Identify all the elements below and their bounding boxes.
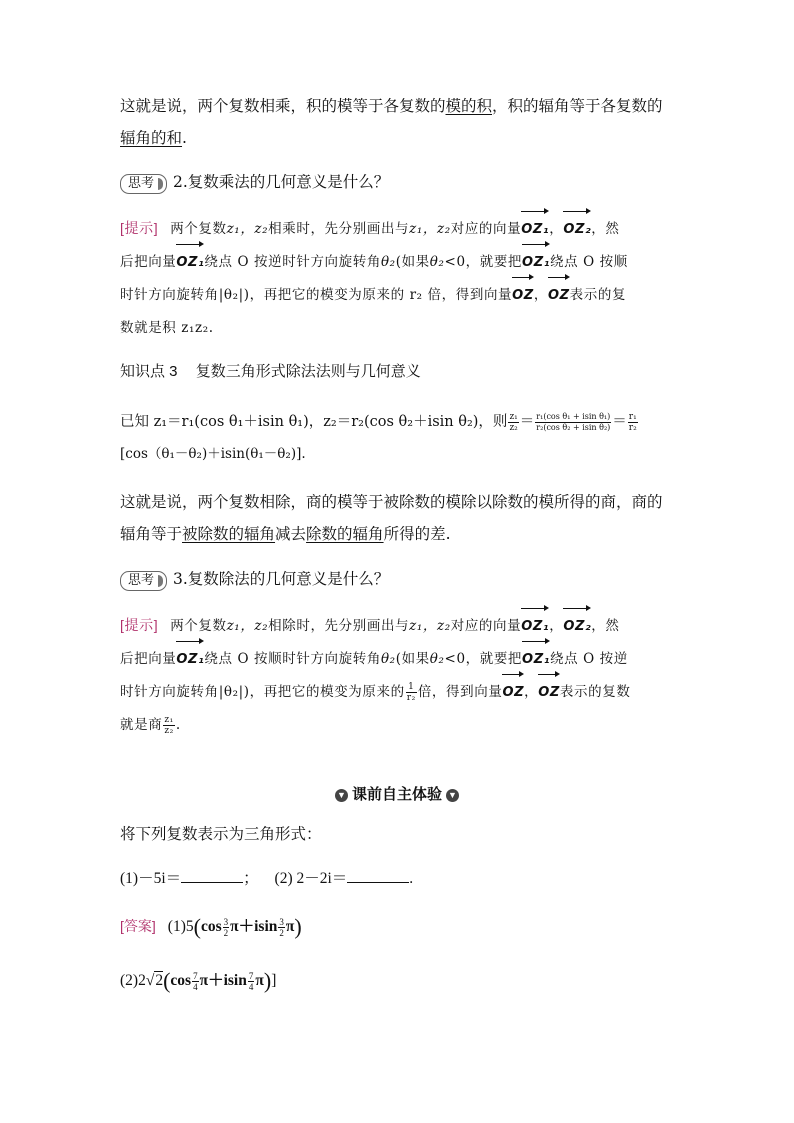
answer-label: [答案]	[120, 918, 156, 934]
question-text: 3.复数除法的几何意义是什么？	[173, 570, 390, 588]
hint-line: [提示] 两个复数z₁，z₂相乘时，先分别画出与z₁，z₂对应的向量OZ₁，OZ₂，然	[120, 212, 676, 246]
hint-label: [提示]	[120, 220, 159, 236]
text-span: 1	[406, 682, 417, 693]
text-span: (2) 2－2i＝	[274, 870, 348, 887]
vector-oz2: OZ₂	[563, 214, 591, 246]
underlined-term: 模的积	[445, 97, 493, 115]
formula-line-2: [cos（θ₁－θ₂)＋isin(θ₁－θ₂)].	[120, 446, 306, 462]
fraction	[278, 917, 285, 938]
text-span: 这就是说，两个复数相乘，积的模等于各复数的	[120, 97, 446, 115]
hint-label: [提示]	[120, 617, 159, 633]
answer-blank	[181, 868, 243, 883]
text-span: 这就是说，两个复数相除，商的模等于被除数的模除以除数的模所得的商，商的	[120, 493, 663, 511]
text-span: 2	[155, 972, 164, 989]
text-span: 7	[248, 970, 254, 981]
fraction	[535, 412, 611, 433]
text-span: 3	[279, 916, 284, 927]
text-span: 已知 z₁＝r₁(cos θ₁＋isin θ₁)，z₂＝r₂(cos θ₂＋isin θ₂)，则	[120, 414, 508, 430]
sqrt-sign: √	[145, 972, 155, 989]
text-span: π	[285, 918, 295, 935]
exercise-questions	[120, 863, 676, 895]
variable: z₁，z₂	[409, 221, 451, 237]
underlined-term: 除数的辐角	[306, 525, 384, 543]
text-span: 时针方向旋转角|θ₂|)，再把它的模变为原来的	[120, 684, 405, 700]
knowledge-point-label: 知识点 3	[120, 363, 178, 380]
underlined-term: 辐角的和	[120, 129, 183, 147]
text-span: z₂	[164, 726, 174, 736]
answer-blank	[347, 868, 409, 883]
variable: z₁，z₂	[226, 618, 269, 634]
paren: (	[163, 968, 171, 993]
text-span: (1)－5i＝	[120, 870, 182, 887]
hint-block-2	[120, 212, 676, 344]
text-span: r₁(cos θ₁ + isin θ₁)	[536, 411, 611, 421]
text-span: 两个复数	[170, 221, 227, 237]
text-span: 对应的向量	[450, 618, 522, 634]
fraction	[406, 682, 417, 703]
text-span: (2)2	[120, 972, 146, 989]
fraction	[628, 412, 638, 433]
think-tag: 思考	[120, 174, 167, 194]
text-span: 就是商	[120, 717, 163, 733]
section-title-text: 课前自主体验	[351, 786, 442, 803]
fraction	[192, 971, 199, 992]
text-span: <0，就要把	[444, 651, 523, 667]
paragraph-multiplication-summary	[120, 90, 676, 154]
vector-oz1: OZ₁	[521, 611, 549, 643]
text-span: z₁	[509, 411, 518, 422]
vector-oz1: OZ₁	[522, 644, 550, 676]
variable: θ₂	[429, 254, 445, 270]
text-span: cos	[200, 918, 222, 935]
variable: θ₂	[429, 651, 445, 667]
vector-oz: OZ	[502, 677, 524, 709]
hint-line: 就是商 $\frac{\text{z₁}}{\text{z₂}}$ .	[120, 715, 181, 736]
fraction	[163, 715, 175, 736]
text-span: 表示的复数	[559, 684, 631, 700]
text-span: π＋isin	[230, 918, 278, 935]
text-span: r₂	[628, 422, 637, 433]
vector-oz1: OZ₁	[176, 644, 204, 676]
text-span: 4	[193, 981, 198, 992]
text-span: r₂	[406, 693, 416, 703]
hint-line: [提示] 两个复数z₁，z₂相除时，先分别画出与z₁，z₂对应的向量OZ₁，OZ₂，然	[120, 609, 676, 643]
text-span: .	[182, 129, 187, 147]
text-span: 4	[248, 981, 254, 992]
text-span: 后把向量	[120, 651, 177, 667]
text-span: (如果	[395, 254, 430, 270]
answer-1	[120, 910, 676, 943]
hint-line	[120, 312, 676, 344]
variable: z₁，z₂	[409, 618, 451, 634]
vector-oz1: OZ₁	[521, 214, 549, 246]
fraction	[248, 971, 255, 992]
text-span: π＋isin	[199, 972, 247, 989]
text-span: 绕点 O 按顺	[550, 254, 628, 270]
text-span: 2	[279, 927, 284, 938]
knowledge-point-title: 复数三角形式除法法则与几何意义	[195, 363, 421, 380]
text-span: r₂(cos θ₂ + isin θ₂)	[536, 422, 611, 432]
hint-line: 时针方向旋转角|θ₂|)，再把它的模变为原来的 $\frac{1}{\text{r₂}}$ 倍，得到向量OZ，OZ表示的复数	[120, 676, 676, 709]
text-span: 后把向量	[120, 254, 177, 270]
text-span: ；	[243, 870, 259, 887]
text-span: 两个复数	[170, 618, 227, 634]
think-tag: 思考	[120, 571, 167, 591]
fraction	[508, 412, 518, 433]
text-span: ，然	[591, 618, 620, 634]
hint-line	[120, 643, 676, 676]
vector-oz: OZ	[512, 280, 534, 312]
text-span: 绕点 O 按逆	[550, 651, 628, 667]
vector-oz1: OZ₁	[176, 247, 204, 279]
hint-line: 时针方向旋转角|θ₂|)，再把它的模变为原来的 r₂ 倍，得到向量OZ，OZ表示的复	[120, 279, 676, 312]
text-span: 数就是积 z₁z₂.	[120, 320, 214, 336]
variable: z₁，z₂	[226, 221, 269, 237]
text-span: 时针方向旋转角|θ₂|)，再把它的模变为原来的 r₂ 倍，得到向量	[120, 287, 513, 303]
text-span: (1)5	[167, 918, 194, 935]
text-span: 绕点 O 按顺时针方向旋转角	[204, 651, 381, 667]
vector-oz2: OZ₂	[563, 611, 591, 643]
knowledge-point-heading	[120, 360, 676, 381]
text-span: 3	[223, 916, 229, 927]
variable: θ₂	[380, 254, 396, 270]
text-span: 相除时，先分别画出与	[268, 618, 410, 634]
text-span: r₁	[628, 411, 637, 422]
text-span: π	[255, 972, 264, 989]
answer-2	[120, 965, 676, 997]
fraction	[223, 917, 230, 938]
section-title	[0, 783, 794, 804]
hint-line	[120, 246, 676, 279]
text-span: 相乘时，先分别画出与	[268, 221, 410, 237]
text-span: 倍，得到向量	[417, 684, 503, 700]
hint-block-3	[120, 609, 676, 741]
vector-oz1: OZ₁	[522, 247, 550, 279]
paren: (	[193, 914, 201, 939]
text-span: ]	[271, 972, 277, 989]
underlined-term: 被除数的辐角	[182, 525, 276, 543]
formula-line: 已知 z₁＝r₁(cos θ₁＋isin θ₁)，z₂＝r₂(cos θ₂＋isin θ₂)，则 $\frac{\text{z₁}}{\text{z₂}}$ ＝ $\frac{\text{r₁(cos θ₁ + isin θ₁)}}{\text{r₂(cos θ₂ + isin θ₂)}}$ ＝ $\frac{\text{r₁}}{\text{r₂}}$	[120, 411, 637, 433]
exercise-intro: 将下列复数表示为三角形式：	[120, 825, 322, 843]
division-formula	[120, 406, 676, 470]
text-span: 对应的向量	[450, 221, 522, 237]
text-span: ，然	[591, 221, 620, 237]
variable: θ₂	[380, 651, 396, 667]
think-question-2	[120, 166, 676, 198]
paragraph-division-summary	[120, 486, 676, 550]
paren: )	[263, 968, 272, 993]
text-span: <0，就要把	[444, 254, 523, 270]
text-span: 减去	[275, 525, 307, 543]
text-span: 辐角等于	[120, 525, 183, 543]
text-span: 绕点 O 按逆时针方向旋转角	[204, 254, 381, 270]
text-span: z₂	[509, 422, 518, 433]
text-span: .	[409, 870, 414, 887]
text-span: 7	[193, 970, 198, 981]
text-span: ，积的辐角等于各复数的	[492, 97, 663, 115]
text-span: 2	[223, 927, 229, 938]
vector-oz: OZ	[548, 280, 570, 312]
text-span: 表示的复	[569, 287, 627, 303]
down-arrow-circle-icon: ▼	[335, 789, 348, 802]
vector-oz: OZ	[538, 677, 560, 709]
text-span: z₁	[164, 715, 174, 725]
down-arrow-circle-icon: ▼	[446, 789, 459, 802]
paren: )	[294, 914, 302, 939]
think-question-3	[120, 563, 676, 595]
text-span: cos	[170, 972, 192, 989]
question-text: 2.复数乘法的几何意义是什么？	[173, 173, 390, 191]
text-span: 所得的差.	[383, 525, 451, 543]
text-span: (如果	[395, 651, 430, 667]
